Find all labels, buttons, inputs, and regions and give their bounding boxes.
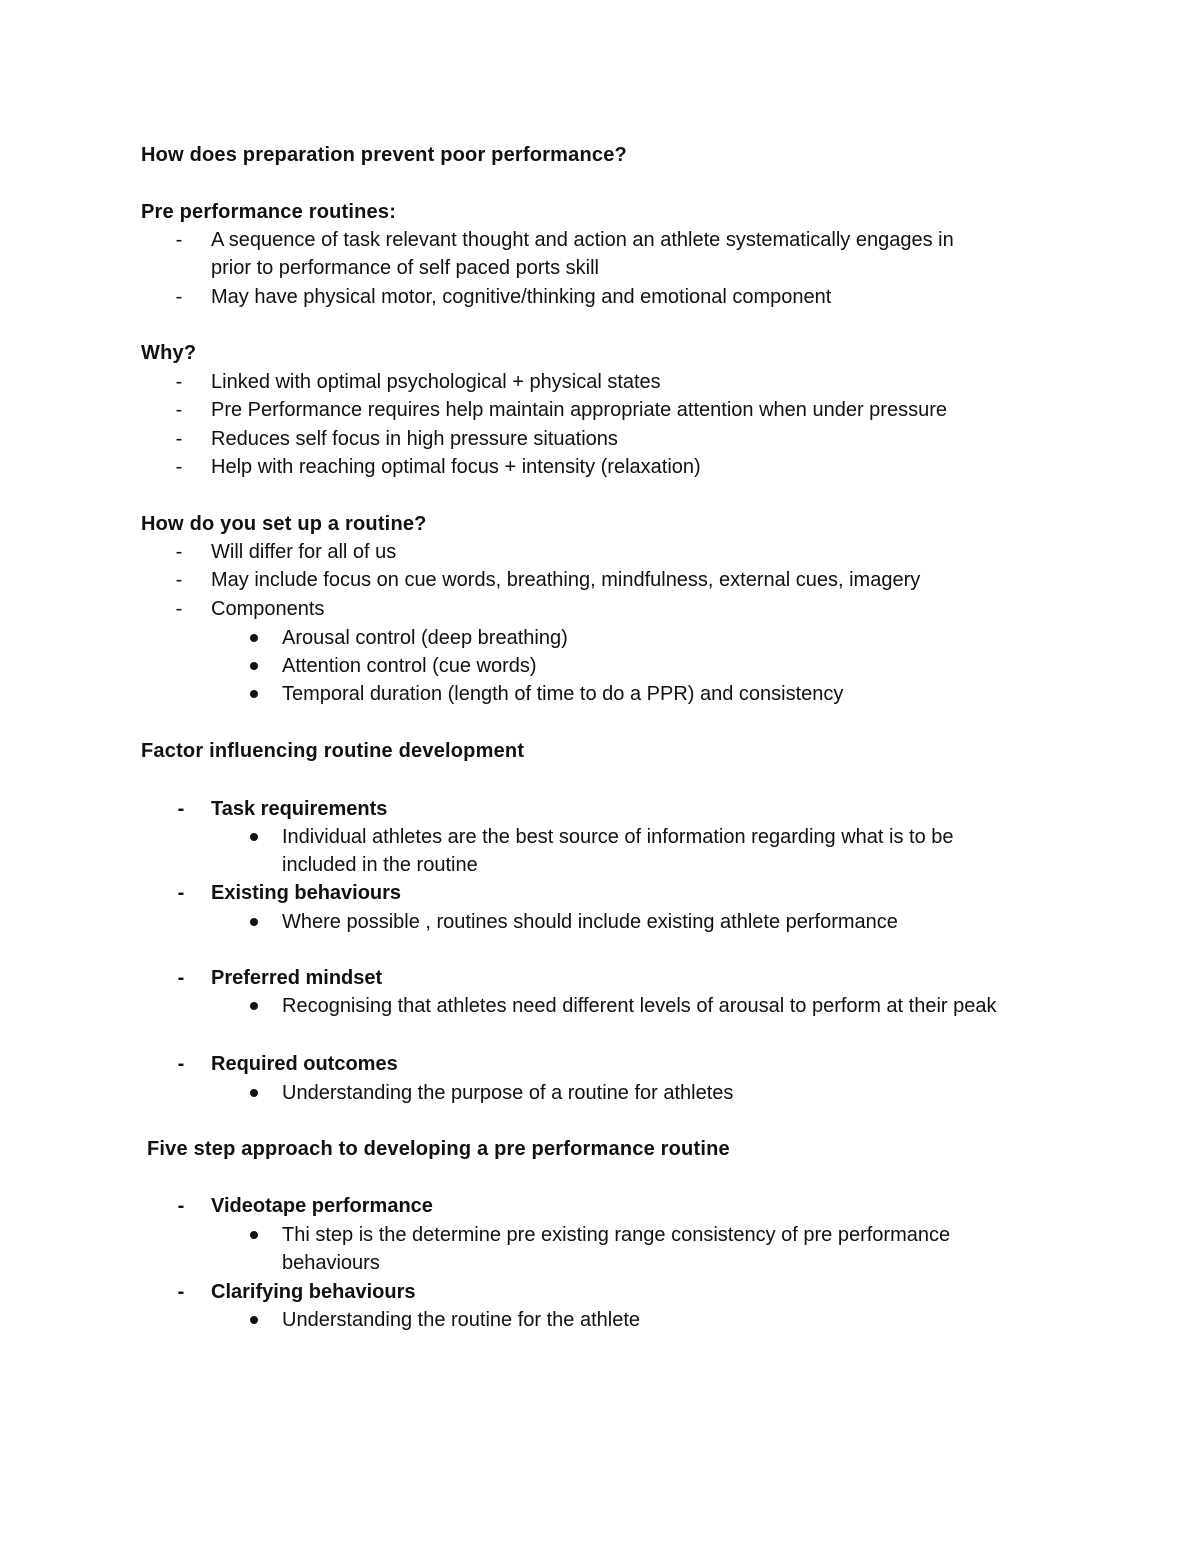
list-item-line: Reduces self focus in high pressure situations bbox=[211, 428, 618, 450]
round-bullet-icon bbox=[250, 634, 258, 642]
list-item-line: prior to performance of self paced ports skill bbox=[211, 257, 599, 279]
list-item-line: Preferred mindset bbox=[211, 967, 383, 989]
dash-bullet-icon: - bbox=[175, 229, 183, 251]
dash-bullet-icon: - bbox=[175, 456, 183, 478]
round-bullet-icon bbox=[250, 1231, 258, 1239]
sub-list-item-line: Arousal control (deep breathing) bbox=[282, 627, 568, 649]
sub-list-item-line: Individual athletes are the best source of information regarding what is to be bbox=[282, 826, 954, 848]
dash-bullet-icon: - bbox=[175, 598, 183, 620]
section-heading: Five step approach to developing a pre performance routine bbox=[147, 1138, 730, 1160]
sub-list-item-line: Recognising that athletes need different levels of arousal to perform at their peak bbox=[282, 995, 997, 1017]
dash-bullet-icon: - bbox=[177, 1281, 185, 1303]
sub-list-item-line: Understanding the routine for the athlete bbox=[282, 1309, 641, 1331]
list-item-line: Existing behaviours bbox=[211, 882, 402, 904]
list-item-line: May have physical motor, cognitive/thinking and emotional component bbox=[211, 286, 832, 308]
round-bullet-icon bbox=[250, 918, 258, 926]
dash-bullet-icon: - bbox=[177, 1053, 185, 1075]
dash-bullet-icon: - bbox=[177, 798, 185, 820]
round-bullet-icon bbox=[250, 662, 258, 670]
list-item-line: Components bbox=[211, 598, 325, 620]
dash-bullet-icon: - bbox=[175, 399, 183, 421]
list-item-line: Help with reaching optimal focus + intensity (relaxation) bbox=[211, 456, 701, 478]
list-item-line: Clarifying behaviours bbox=[211, 1281, 416, 1303]
round-bullet-icon bbox=[250, 833, 258, 841]
list-item-line: A sequence of task relevant thought and action an athlete systematically engages in bbox=[211, 229, 954, 251]
section-heading: How do you set up a routine? bbox=[141, 513, 427, 535]
section-heading: How does preparation prevent poor performance? bbox=[141, 144, 627, 166]
dash-bullet-icon: - bbox=[175, 569, 183, 591]
sub-list-item-line: behaviours bbox=[282, 1252, 380, 1274]
section-heading: Why? bbox=[141, 342, 197, 364]
sub-list-item-line: Thi step is the determine pre existing range consistency of pre performance bbox=[282, 1224, 951, 1246]
dash-bullet-icon: - bbox=[175, 428, 183, 450]
list-item-line: Linked with optimal psychological + physical states bbox=[211, 371, 661, 393]
list-item-line: Required outcomes bbox=[211, 1053, 398, 1075]
dash-bullet-icon: - bbox=[175, 371, 183, 393]
sub-list-item-line: Where possible , routines should include existing athlete performance bbox=[282, 911, 898, 933]
section-heading: Factor influencing routine development bbox=[141, 740, 525, 762]
round-bullet-icon bbox=[250, 1089, 258, 1097]
sub-list-item-line: Understanding the purpose of a routine for athletes bbox=[282, 1082, 734, 1104]
list-item-line: Pre Performance requires help maintain appropriate attention when under pressure bbox=[211, 399, 947, 421]
dash-bullet-icon: - bbox=[175, 286, 183, 308]
sub-list-item-line: Attention control (cue words) bbox=[282, 655, 537, 677]
dash-bullet-icon: - bbox=[177, 967, 185, 989]
list-item-line: Will differ for all of us bbox=[211, 541, 397, 563]
list-item-line: Videotape performance bbox=[211, 1195, 433, 1217]
round-bullet-icon bbox=[250, 690, 258, 698]
dash-bullet-icon: - bbox=[175, 541, 183, 563]
round-bullet-icon bbox=[250, 1002, 258, 1010]
dash-bullet-icon: - bbox=[177, 1195, 185, 1217]
sub-list-item-line: Temporal duration (length of time to do a PPR) and consistency bbox=[282, 683, 844, 705]
list-item-line: May include focus on cue words, breathing, mindfulness, external cues, imagery bbox=[211, 569, 921, 591]
dash-bullet-icon: - bbox=[177, 882, 185, 904]
section-heading: Pre performance routines: bbox=[141, 201, 397, 223]
list-item-line: Task requirements bbox=[211, 798, 388, 820]
round-bullet-icon bbox=[250, 1316, 258, 1324]
sub-list-item-line: included in the routine bbox=[282, 854, 478, 876]
